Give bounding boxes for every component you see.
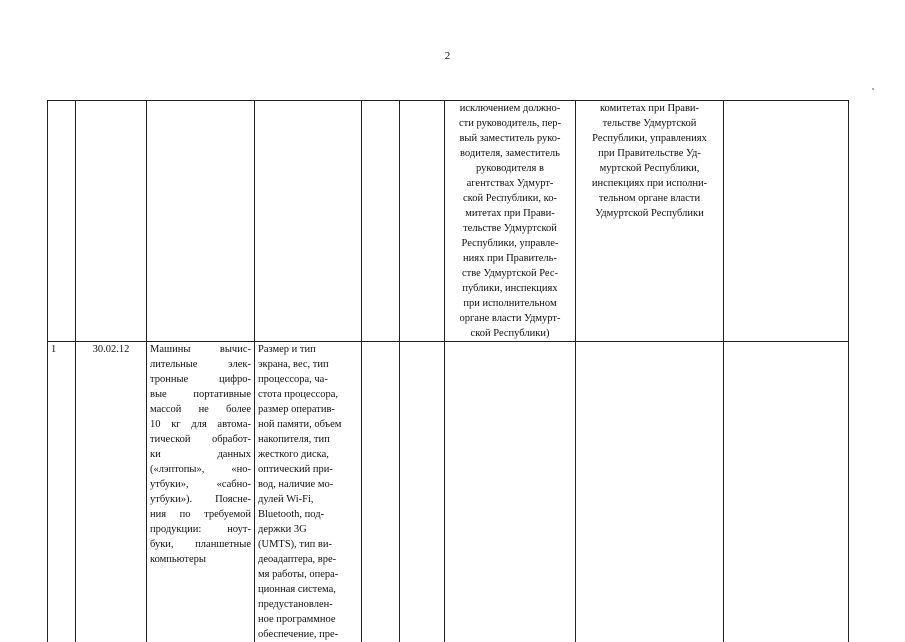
cell-name-text [150,342,251,567]
text-line: ния по требуемой [150,507,251,522]
text-line: комитетах при Прави- [579,101,720,116]
text-line: процессора, ча- [258,372,358,387]
text-line: водителя, заместитель [448,146,572,161]
text-line: обеспечение, пре- [258,627,358,642]
text-line: Удмуртской Республики [579,206,720,221]
text-line: тической обработ- [150,432,251,447]
text-line: тронные цифро- [150,372,251,387]
cell-characteristics [255,101,362,342]
cell-code: 30.02.12 [76,342,147,642]
text-line: вые портативные [150,387,251,402]
cell-name [147,101,255,342]
cell-col7 [445,101,576,342]
text-line: при исполнительном [448,296,572,311]
cell-col5 [362,101,400,342]
scan-speck [872,88,874,90]
text-line: жесткого диска, [258,447,358,462]
text-line: ной памяти, объем [258,417,358,432]
text-line: лительные элек- [150,357,251,372]
text-line: («лэптопы», «но- [150,462,251,477]
text-line: оптический при- [258,462,358,477]
text-line: тельном органе власти [579,191,720,206]
text-line: продукции: ноут- [150,522,251,537]
cell-col8 [576,342,724,642]
text-line: инспекциях при исполни- [579,176,720,191]
cell-num: 1 [48,342,76,642]
text-line: муртской Республики, [579,161,720,176]
text-line: публики, инспекциях [448,281,572,296]
text-line: органе власти Удмурт- [448,311,572,326]
table-row-continued [48,101,849,342]
text-line: мя работы, опера- [258,567,358,582]
cell-col9 [724,101,849,342]
text-line: ционная система, [258,582,358,597]
cell-characteristics [255,342,362,642]
cell-col9 [724,342,849,642]
requirements-table [47,100,849,642]
text-line: сти руководитель, пер- [448,116,572,131]
text-line: Размер и тип [258,342,358,357]
text-line: вый заместитель руко- [448,131,572,146]
text-line: ской Республики, ко- [448,191,572,206]
cell-col7-text [448,101,572,341]
cell-col7 [445,342,576,642]
text-line: ской Республики) [448,326,572,341]
cell-characteristics-text [258,342,358,642]
text-line: при Правительстве Уд- [579,146,720,161]
text-line: массой не более [150,402,251,417]
cell-col8-text [579,101,720,221]
page-number: 2 [0,50,895,62]
text-line: утбуки», «сабно- [150,477,251,492]
text-line: дулей Wi-Fi, [258,492,358,507]
text-line: размер оператив- [258,402,358,417]
text-line: стота процессора, [258,387,358,402]
cell-col5 [362,342,400,642]
text-line: вод, наличие мо- [258,477,358,492]
text-line: ниях при Правитель- [448,251,572,266]
text-line: деоадаптера, вре- [258,552,358,567]
cell-num [48,101,76,342]
text-line: руководителя в [448,161,572,176]
text-line: тельстве Удмуртской [448,221,572,236]
text-line: Машины вычис- [150,342,251,357]
text-line: ки данных [150,447,251,462]
text-line: исключением должно- [448,101,572,116]
text-line: экрана, вес, тип [258,357,358,372]
text-line: агентствах Удмурт- [448,176,572,191]
text-line: буки, планшетные [150,537,251,552]
table-row-laptops [48,342,849,642]
text-line: Bluetooth, под- [258,507,358,522]
text-line: утбуки»). Поясне- [150,492,251,507]
text-line: митетах при Прави- [448,206,572,221]
text-line: держки 3G [258,522,358,537]
cell-col6 [400,342,445,642]
text-line: (UMTS), тип ви- [258,537,358,552]
cell-code [76,101,147,342]
cell-col6 [400,101,445,342]
text-line: Республики, управле- [448,236,572,251]
cell-name [147,342,255,642]
text-line: ное программное [258,612,358,627]
text-line: компьютеры [150,552,251,567]
text-line: 10 кг для автома- [150,417,251,432]
text-line: накопителя, тип [258,432,358,447]
text-line: стве Удмуртской Рес- [448,266,572,281]
text-line: Республики, управлениях [579,131,720,146]
text-line: предустановлен- [258,597,358,612]
cell-col8 [576,101,724,342]
text-line: тельстве Удмуртской [579,116,720,131]
